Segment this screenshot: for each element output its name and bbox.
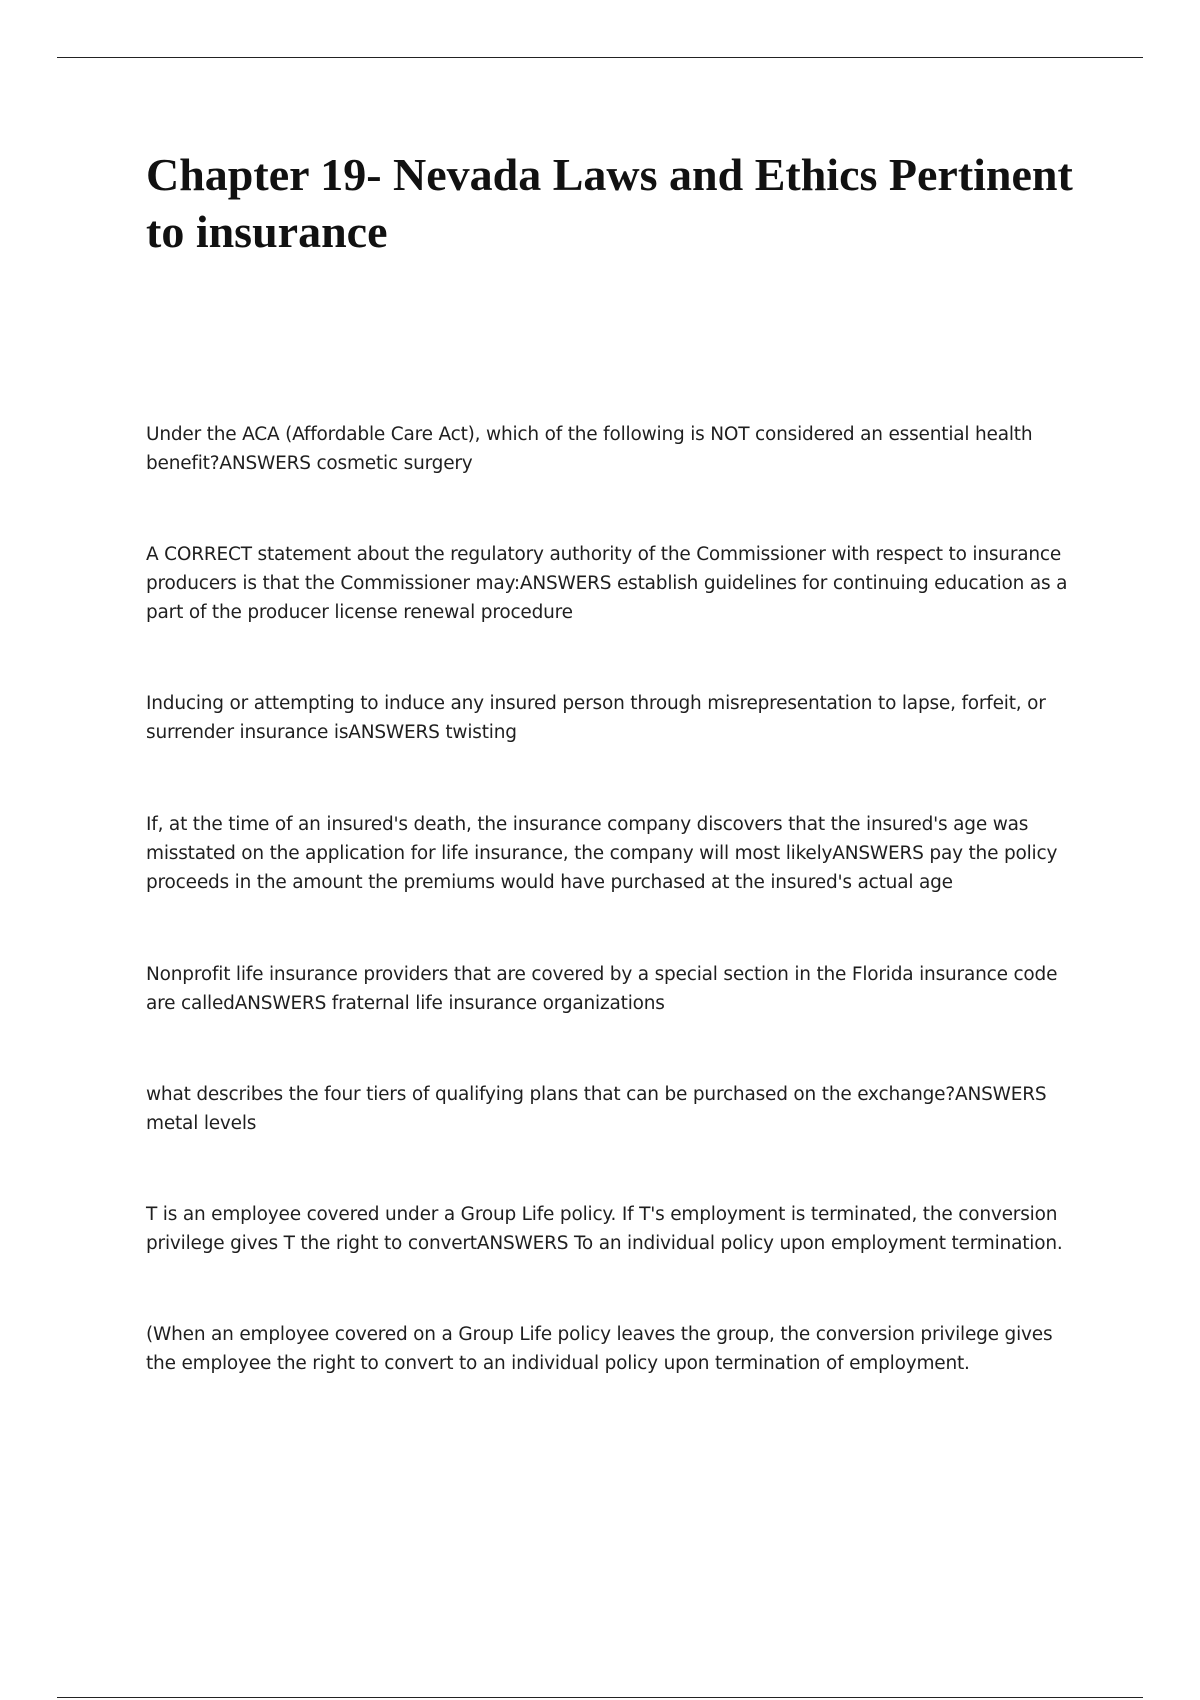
document-title: Chapter 19- Nevada Laws and Ethics Pertinent to insurance [146, 149, 1073, 257]
qa-item: Under the ACA (Affordable Care Act), which of the following is NOT considered an essential health benefit?ANSWERS cosmetic surgery [146, 424, 1033, 474]
qa-item: A CORRECT statement about the regulatory authority of the Commissioner with respect to insurance producers is that the Commissioner may:ANSWERS establish guidelines for continuing education as a part of the producer license renewal procedure [146, 544, 1068, 623]
qa-item: what describes the four tiers of qualifying plans that can be purchased on the exchange?ANSWERS metal levels [146, 1084, 1047, 1134]
qa-item: Inducing or attempting to induce any insured person through misrepresentation to lapse, forfeit, or surrender insurance isANSWERS twisting [146, 693, 1046, 743]
qa-item: Nonprofit life insurance providers that are covered by a special section in the Florida insurance code are calledANSWERS fraternal life insurance organizations [146, 964, 1058, 1014]
qa-item: T is an employee covered under a Group Life policy. If T's employment is terminated, the conversion privilege gives T the right to convertANSWERS To an individual policy upon employment termination. [146, 1204, 1063, 1254]
qa-item: If, at the time of an insured's death, the insurance company discovers that the insured's age was misstated on the application for life insurance, the company will most likelyANSWERS pay the policy proceeds in the amount the premiums would have purchased at the insured's actual age [146, 814, 1058, 893]
bottom-divider [57, 1697, 1143, 1698]
qa-item: (When an employee covered on a Group Life policy leaves the group, the conversion privilege gives the employee the right to convert to an individual policy upon termination of employment. [146, 1324, 1053, 1374]
top-divider [57, 57, 1143, 58]
